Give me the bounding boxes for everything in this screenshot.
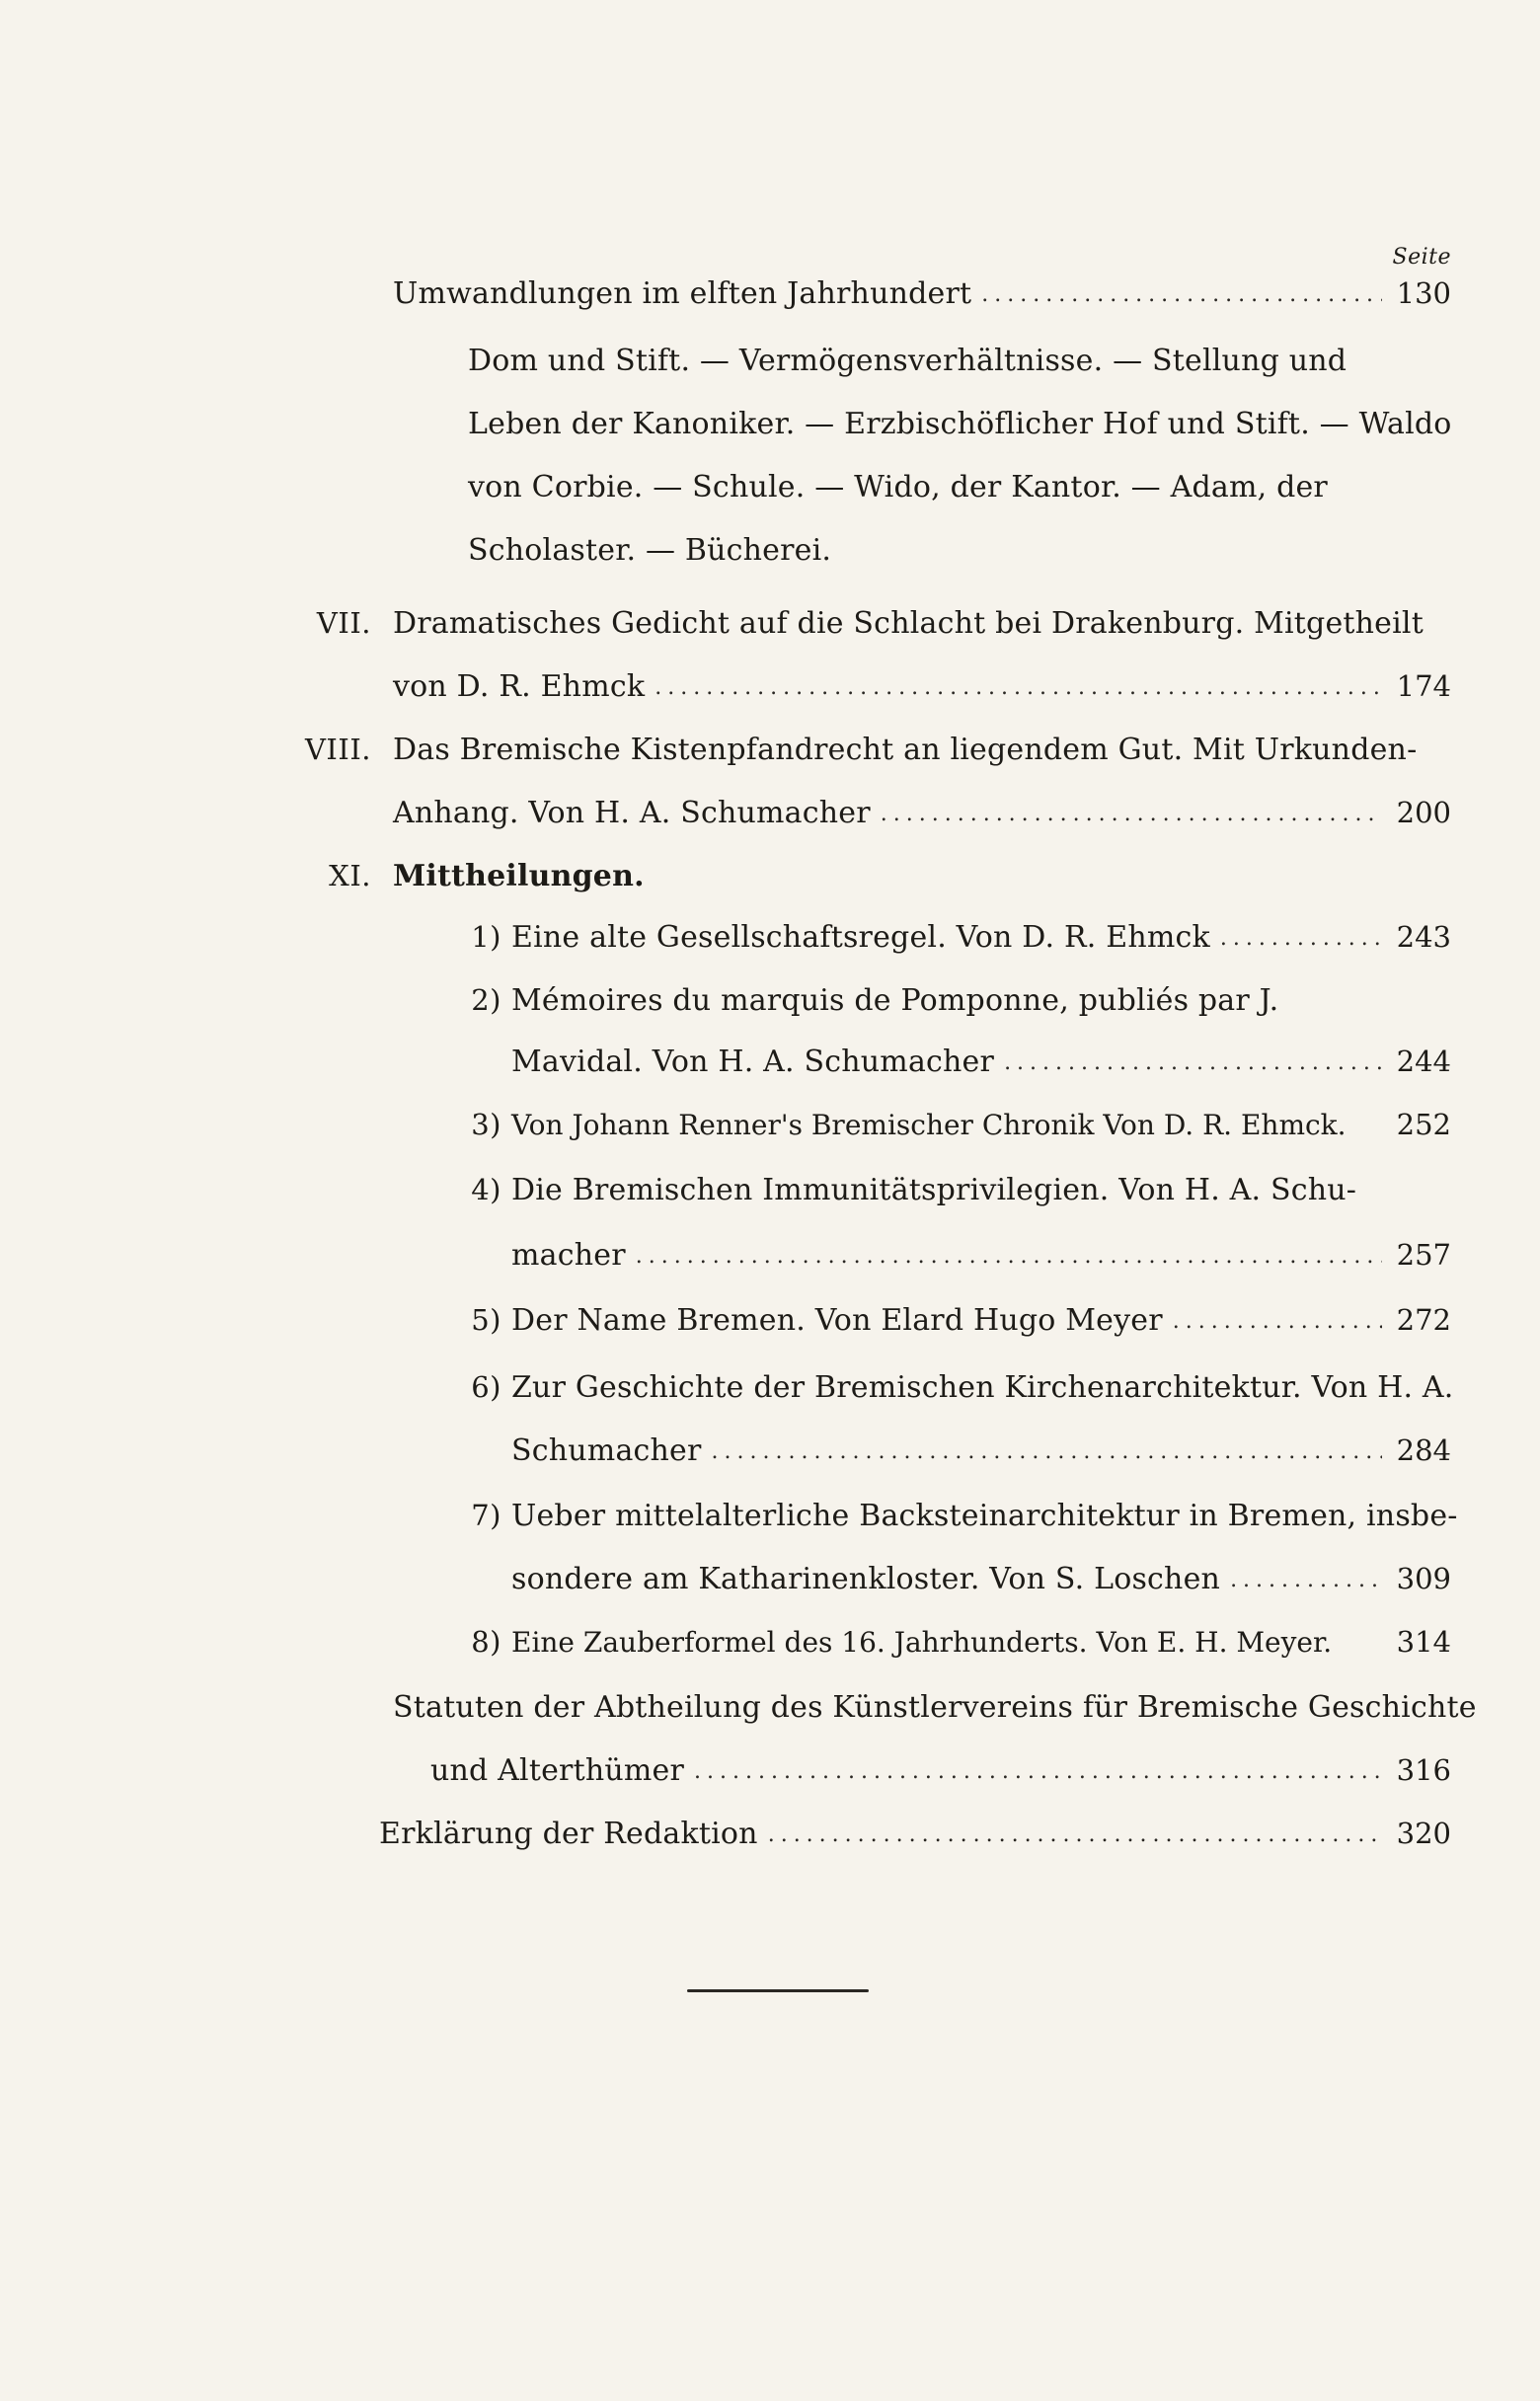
toc-entry-m2	[471, 983, 1380, 1033]
entry-title: Umwandlungen im elften Jahrhundert	[393, 276, 972, 311]
closing-rule	[687, 1989, 869, 1992]
subtopic-text: Dom und Stift. — Vermögensverhältnisse. — Stellung und	[468, 344, 1348, 378]
section-numeral: VIII.	[304, 733, 371, 766]
subtopic-text: Leben der Kanoniker. — Erzbischöflicher Hof und Stift. — Waldo	[468, 407, 1452, 441]
toc-entry-xi	[329, 859, 1281, 908]
page-number: 130	[1396, 276, 1451, 310]
leader-dots	[712, 1439, 1382, 1464]
item-number: 8)	[471, 1625, 501, 1659]
leader-dots	[881, 802, 1382, 826]
toc-entry-vii-cont	[393, 669, 1451, 719]
entry-title-cont: und Alterthümer	[430, 1753, 685, 1788]
toc-entry-vii	[316, 606, 1424, 656]
entry-title: Erklärung der Redaktion	[379, 1817, 758, 1851]
toc-subtopics-line	[468, 344, 1366, 393]
entry-author: von D. R. Ehmck	[393, 669, 646, 704]
leader-dots	[768, 1822, 1382, 1847]
toc-entry-m8	[471, 1625, 1451, 1674]
toc-entry-umwandlungen	[393, 276, 1451, 326]
page-number: 309	[1396, 1562, 1451, 1595]
toc-entry-m2-cont	[511, 1045, 1451, 1094]
item-number: 4)	[471, 1173, 501, 1206]
toc-entry-m4-cont	[511, 1238, 1451, 1287]
item-number: 6)	[471, 1370, 501, 1404]
page-number: 200	[1396, 796, 1451, 829]
leader-dots	[654, 675, 1382, 700]
toc-entry-m7-cont	[511, 1562, 1451, 1611]
toc-entry-statuten-cont	[430, 1753, 1451, 1803]
toc-entry-statuten	[393, 1690, 1477, 1740]
entry-title: Eine alte Gesellschaftsregel. Von D. R. Ehmck	[511, 920, 1210, 955]
page-number: 316	[1396, 1753, 1451, 1787]
item-number: 5)	[471, 1303, 501, 1337]
leader-dots	[1230, 1568, 1382, 1592]
section-heading: Mittheilungen.	[393, 859, 645, 893]
page-number: 272	[1396, 1303, 1451, 1337]
page-number: 244	[1396, 1045, 1451, 1078]
item-number: 1)	[471, 920, 501, 954]
entry-title: Ueber mittelalterliche Backsteinarchitektur in Bremen, insbe-	[511, 1499, 1458, 1533]
section-numeral: XI.	[329, 859, 371, 892]
page-number: 252	[1396, 1108, 1451, 1141]
entry-author: Mavidal. Von H. A. Schumacher	[511, 1045, 995, 1079]
entry-title: Von Johann Renner's Bremischer Chronik Von D. R. Ehmck.	[511, 1109, 1347, 1141]
toc-entry-m7	[471, 1499, 1458, 1548]
toc-entry-m3	[471, 1108, 1451, 1157]
entry-title: Dramatisches Gedicht auf die Schlacht bei Drakenburg. Mitgetheilt	[393, 606, 1424, 641]
entry-title: Statuten der Abtheilung des Künstlervereins für Bremische Geschichte	[393, 1690, 1477, 1725]
entry-title: Eine Zauberformel des 16. Jahrhunderts. Von E. H. Meyer.	[511, 1626, 1333, 1659]
subtopic-text: von Corbie. — Schule. — Wido, der Kantor. — Adam, der	[468, 470, 1328, 504]
toc-entry-m4	[471, 1173, 1380, 1222]
item-number: 2)	[471, 983, 501, 1017]
item-number: 7)	[471, 1499, 501, 1532]
page-number: 284	[1396, 1433, 1451, 1467]
item-number: 3)	[471, 1108, 501, 1141]
page-number: 243	[1396, 920, 1451, 954]
page-number: 320	[1396, 1817, 1451, 1850]
toc-entry-viii	[304, 733, 1418, 782]
leader-dots	[636, 1244, 1382, 1269]
seite-label: Seite	[1392, 245, 1451, 270]
toc-entry-erklaerung	[379, 1817, 1451, 1866]
entry-title: Das Bremische Kistenpfandrecht an liegendem Gut. Mit Urkunden-	[393, 733, 1418, 767]
toc-entry-m6	[471, 1370, 1454, 1420]
toc-entry-viii-cont	[393, 796, 1451, 845]
page-number: 257	[1396, 1238, 1451, 1272]
leader-dots	[1004, 1050, 1382, 1075]
entry-author: Anhang. Von H. A. Schumacher	[393, 796, 871, 830]
entry-author: macher	[511, 1238, 626, 1273]
entry-author: sondere am Katharinenkloster. Von S. Loschen	[511, 1562, 1221, 1596]
entry-title: Mémoires du marquis de Pomponne, publiés par J.	[511, 983, 1279, 1018]
toc-subtopics-line	[468, 533, 1366, 582]
subtopic-text: Scholaster. — Bücherei.	[468, 533, 832, 568]
entry-title: Zur Geschichte der Bremischen Kirchenarchitektur. Von H. A.	[511, 1370, 1454, 1405]
page-number: 314	[1396, 1625, 1451, 1659]
entry-title: Der Name Bremen. Von Elard Hugo Meyer	[511, 1303, 1163, 1338]
entry-title: Die Bremischen Immunitätsprivilegien. Von H. A. Schu-	[511, 1173, 1357, 1207]
page-number: 174	[1396, 669, 1451, 703]
entry-author: Schumacher	[511, 1433, 702, 1468]
toc-subtopics-line	[468, 470, 1366, 519]
leader-dots	[981, 282, 1382, 307]
section-numeral: VII.	[316, 606, 371, 640]
leader-dots	[1173, 1309, 1382, 1334]
leader-dots	[694, 1759, 1382, 1784]
toc-subtopics-line	[468, 407, 1452, 456]
leader-dots	[1220, 926, 1382, 951]
toc-entry-m1	[471, 920, 1451, 969]
toc-entry-m6-cont	[511, 1433, 1451, 1483]
toc-entry-m5	[471, 1303, 1451, 1353]
